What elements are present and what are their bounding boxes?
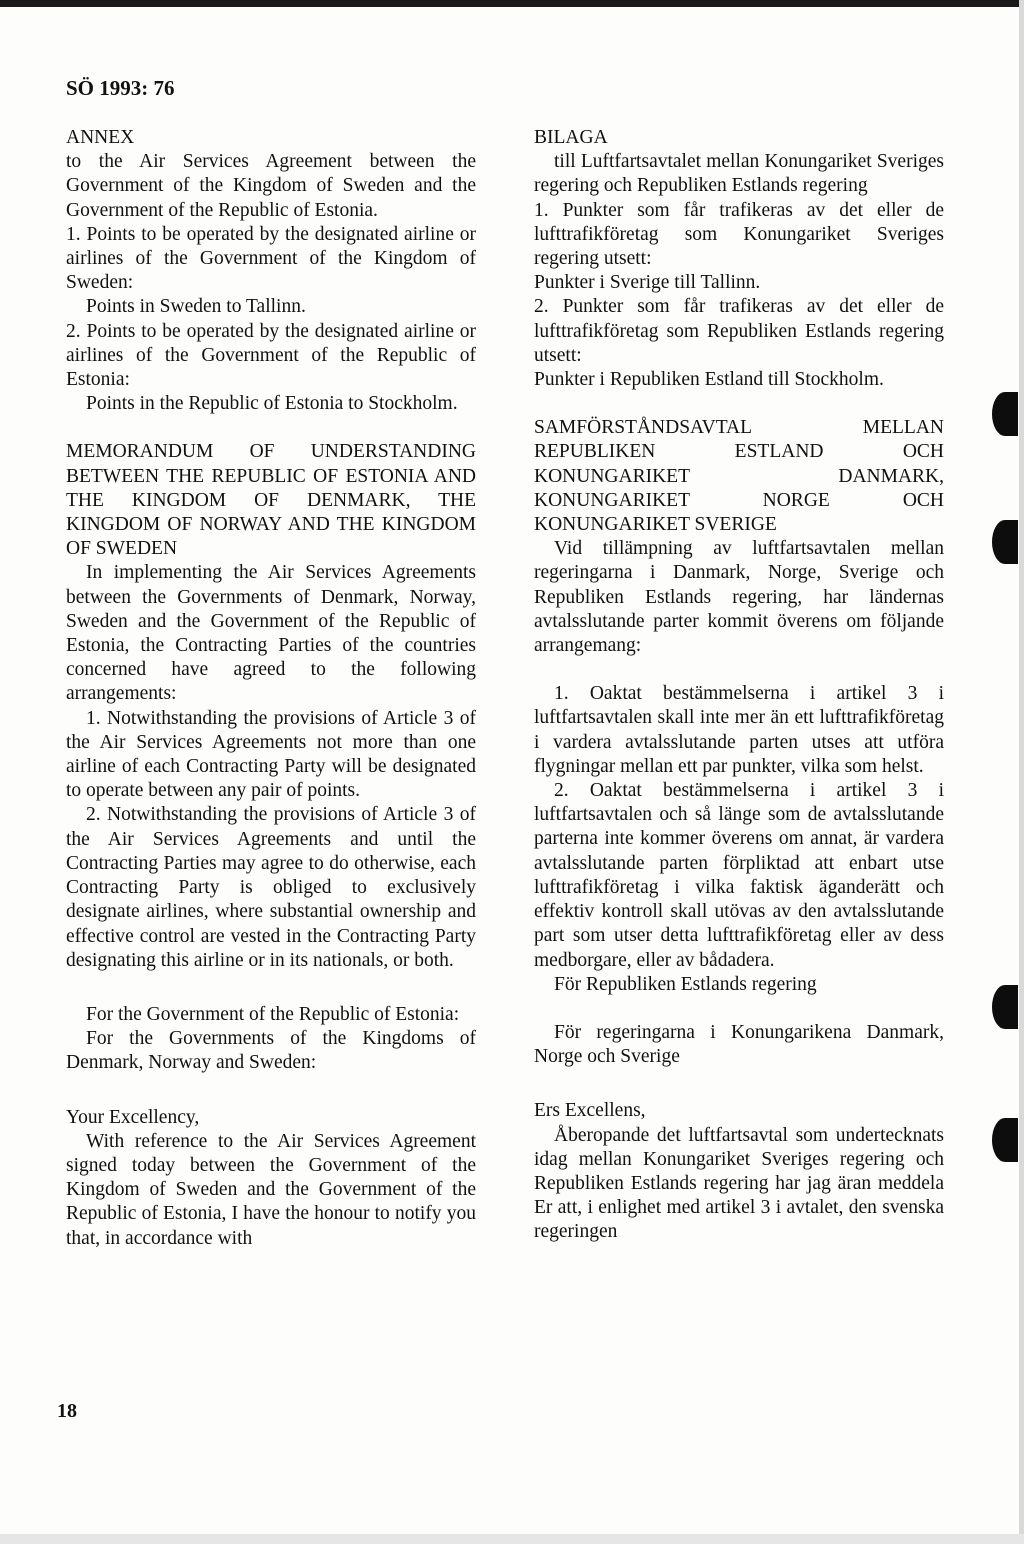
binder-hole-icon: [992, 1118, 1018, 1162]
samforstandsavtal-item-2: 2. Oaktat bestämmelserna i artikel 3 i luftfartsavtalen och så länge som de avtalsslutande parterna inte kommer överens om annat, är vardera avtalsslutande parten förpliktad att enbart utse lufttrafikföretag i vilka faktisk äganderätt och effektiv kontroll skall utövas av den avtalsslutande part som utser detta lufttrafikföretag eller av dess medborgare, eller av bådadera.: [534, 780, 944, 971]
letter-salutation: Your Excellency,: [66, 1106, 200, 1128]
bilaga-point-1: 1. Punkter som får trafikeras av det eller de lufttrafikföretag som Konungariket Sveriges regering utsett:: [534, 199, 944, 270]
english-column: [66, 126, 476, 1251]
signature-konungarikena: För regeringarna i Konungarikena Danmark, Norge och Sverige: [534, 1021, 944, 1068]
right-page-edge: [1019, 0, 1024, 1544]
bilaga-title: BILAGA: [534, 127, 608, 148]
bottom-page-edge: [0, 1534, 1024, 1544]
samforstandsavtal-title: SAMFÖRSTÅNDSAVTAL MELLAN REPUBLIKEN ESTLAND OCH KONUNGARIKET DANMARK, KONUNGARIKET NORGE OCH KONUNGARIKET SVERIGE: [534, 417, 944, 536]
bilaga-point-1-route: Punkter i Sverige till Tallinn.: [534, 272, 761, 294]
annex-point-2: 2. Points to be operated by the designated airline or airlines of the Government of the Republic of Estonia:: [66, 320, 476, 391]
document-reference: SÖ 1993: 76: [66, 76, 175, 100]
samforstandsavtal-item-1: 1. Oaktat bestämmelserna i artikel 3 i luftfartsavtalen skall inte mer än ett lufttrafikföretag i vardera avtalsslutande parten utses att utföra flygningar mellan ett par punkter, vilka som helst.: [534, 683, 944, 777]
bilaga-intro: till Luftfartsavtalet mellan Konungariket Sveriges regering och Republiken Estlands regering: [534, 151, 944, 197]
signature-estland: För Republiken Estlands regering: [554, 973, 817, 995]
memo-item-1: 1. Notwithstanding the provisions of Article 3 of the Air Services Agreements not more than one airline of each Contracting Party will be designated to operate between any pair of points.: [66, 707, 476, 802]
memo-item-2: 2. Notwithstanding the provisions of Article 3 of the Air Services Agreements and until the Contracting Parties may agree to do otherwise, each Contracting Party is obliged to exclusively designate airlines, where substantial ownership and effective control are vested in the Contracting Party designating this airline or in its nationals, or both.: [66, 804, 476, 971]
bilaga-point-2-route: Punkter i Republiken Estland till Stockholm.: [534, 369, 884, 391]
annex-point-2-route: Points in the Republic of Estonia to Stockholm.: [86, 393, 458, 415]
annex-point-1-route: Points in Sweden to Tallinn.: [86, 296, 306, 318]
binder-hole-icon: [992, 392, 1018, 436]
brev-halsning: Ers Excellens,: [534, 1100, 646, 1122]
memo-title: MEMORANDUM OF UNDERSTANDING BETWEEN THE REPUBLIC OF ESTONIA AND THE KINGDOM OF DENMARK, THE KINGDOM OF NORWAY AND THE KINGDOM OF SWEDEN: [66, 441, 476, 560]
binder-hole-icon: [992, 520, 1018, 564]
samforstandsavtal-intro: Vid tillämpning av luftfartsavtalen mellan regeringarna i Danmark, Norge, Sverige och Republiken Estlands regering, har ländernas avtalsslutande parter kommit överens om följande arrangemang:: [534, 538, 944, 657]
brev-text: Åberopande det luftfartsavtal som undertecknats idag mellan Konungariket Sveriges regering och Republiken Estlands regering har jag äran meddela Er att, i enlighet med artikel 3 i avtalet, den svenska regeringen: [534, 1124, 944, 1243]
page-number: 18: [57, 1400, 77, 1422]
binder-hole-icon: [992, 985, 1018, 1029]
signature-estonia: For the Government of the Republic of Estonia:: [86, 1003, 460, 1025]
signature-nordic: For the Governments of the Kingdoms of Denmark, Norway and Sweden:: [66, 1028, 476, 1074]
annex-title: ANNEX: [66, 127, 135, 148]
annex-point-1: 1. Points to be operated by the designated airline or airlines of the Government of the Kingdom of Sweden:: [66, 223, 476, 294]
letter-body: With reference to the Air Services Agreement signed today between the Government of the Kingdom of Sweden and the Government of the Republic of Estonia, I have the honour to notify you that, in accordance with: [66, 1130, 476, 1249]
swedish-column: [534, 126, 944, 1245]
bilaga-point-2: 2. Punkter som får trafikeras av det eller de lufttrafikföretag som Republiken Estlands regering utsett:: [534, 296, 944, 366]
memo-intro: In implementing the Air Services Agreements between the Governments of Denmark, Norway, Sweden and the Government of the Republic of Estonia, the Contracting Parties of the countries concerned have agreed to the following arrangements:: [66, 562, 476, 705]
top-border: [0, 0, 1024, 7]
annex-intro: to the Air Services Agreement between the Government of the Kingdom of Sweden and the Government of the Republic of Estonia.: [66, 151, 476, 221]
